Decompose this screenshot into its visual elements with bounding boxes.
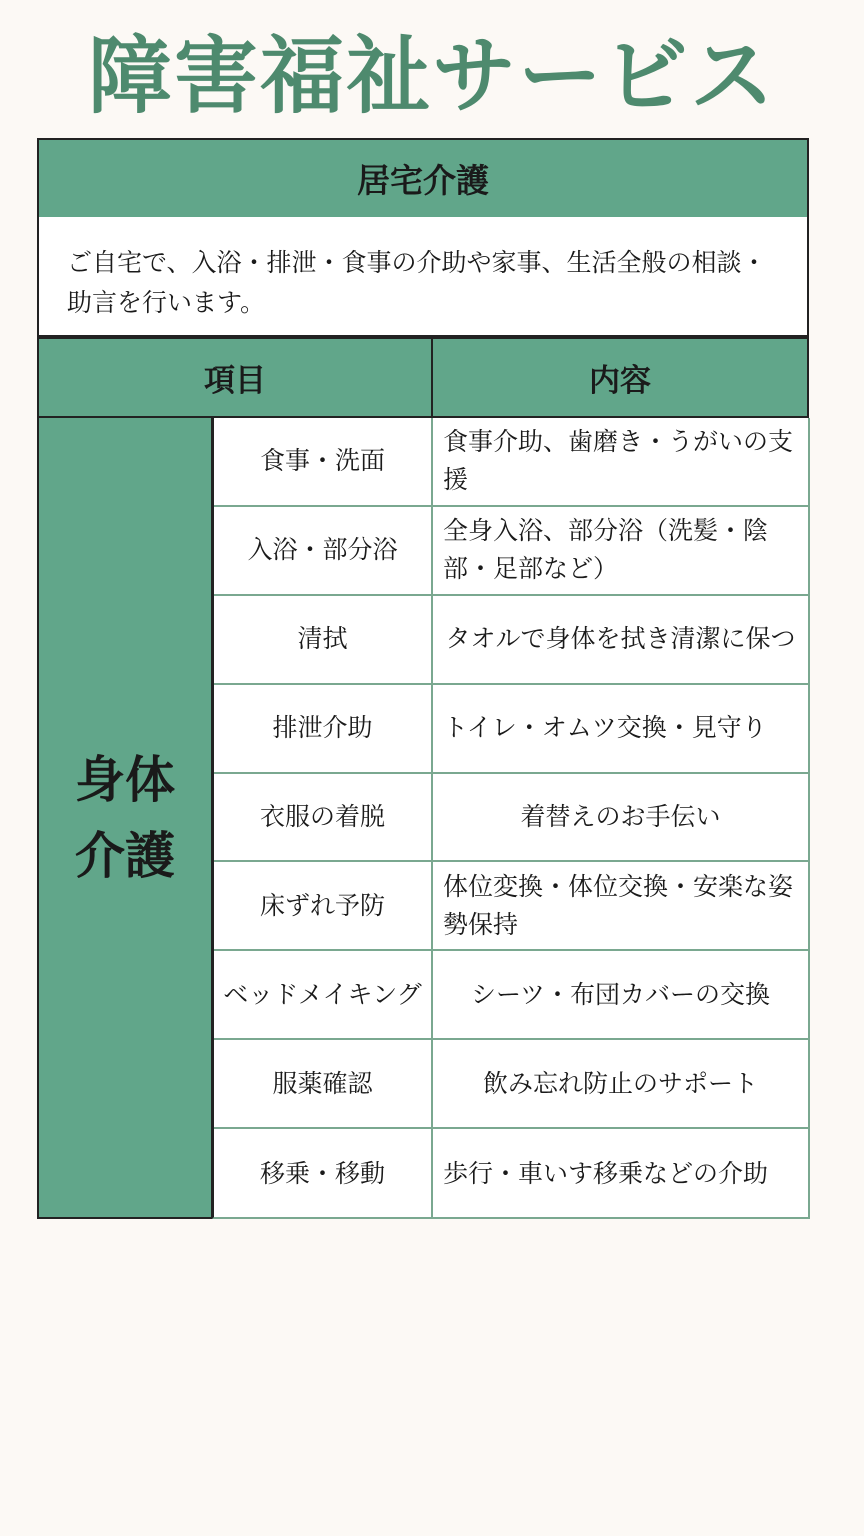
row-content: 飲み忘れ防止のサポート <box>482 1068 758 1098</box>
row-content: 全身入浴、部分浴（洗髪・陰部・足部など） <box>443 516 769 584</box>
row-content: タオルで身体を拭き清潔に保つ <box>445 624 796 654</box>
row-item: 移乗・移動 <box>214 1129 433 1218</box>
category-text: 身体介護 <box>75 750 175 885</box>
row-item: 清拭 <box>214 596 433 683</box>
row-item: 排泄介助 <box>214 685 433 772</box>
row-item: 服薬確認 <box>214 1040 433 1127</box>
service-table <box>212 418 810 1219</box>
row-content: シーツ・布団カバーの交換 <box>470 979 770 1009</box>
row-content: トイレ・オムツ交換・見守り <box>443 713 767 743</box>
category-label <box>37 418 213 1219</box>
row-content: 着替えのお手伝い <box>520 802 721 831</box>
column-header-content: 内容 <box>431 337 809 418</box>
row-item: 入浴・部分浴 <box>214 507 433 594</box>
table-row <box>214 507 808 596</box>
table-row <box>214 596 808 685</box>
column-header-item: 項目 <box>37 337 433 418</box>
row-content: 体位変換・体位交換・安楽な姿勢保持 <box>443 871 794 939</box>
table-row <box>214 418 808 507</box>
table-row <box>214 1040 808 1129</box>
page-title: 障害福祉サービス <box>87 27 776 125</box>
table-row <box>214 1129 808 1218</box>
table-row <box>214 862 808 951</box>
row-item: ベッドメイキング <box>214 951 433 1038</box>
section-header: 居宅介護 <box>37 138 809 219</box>
section-description: ご自宅で、入浴・排泄・食事の介助や家事、生活全般の相談・助言を行います。 <box>37 217 809 337</box>
row-item: 食事・洗面 <box>214 418 433 505</box>
table-row <box>214 951 808 1040</box>
row-content: 歩行・車いす移乗などの介助 <box>443 1158 769 1188</box>
row-item: 床ずれ予防 <box>214 862 433 949</box>
row-item: 衣服の着脱 <box>214 774 433 861</box>
table-row <box>214 774 808 863</box>
row-content: 食事介助、歯磨き・うがいの支援 <box>443 427 794 495</box>
table-row <box>214 685 808 774</box>
